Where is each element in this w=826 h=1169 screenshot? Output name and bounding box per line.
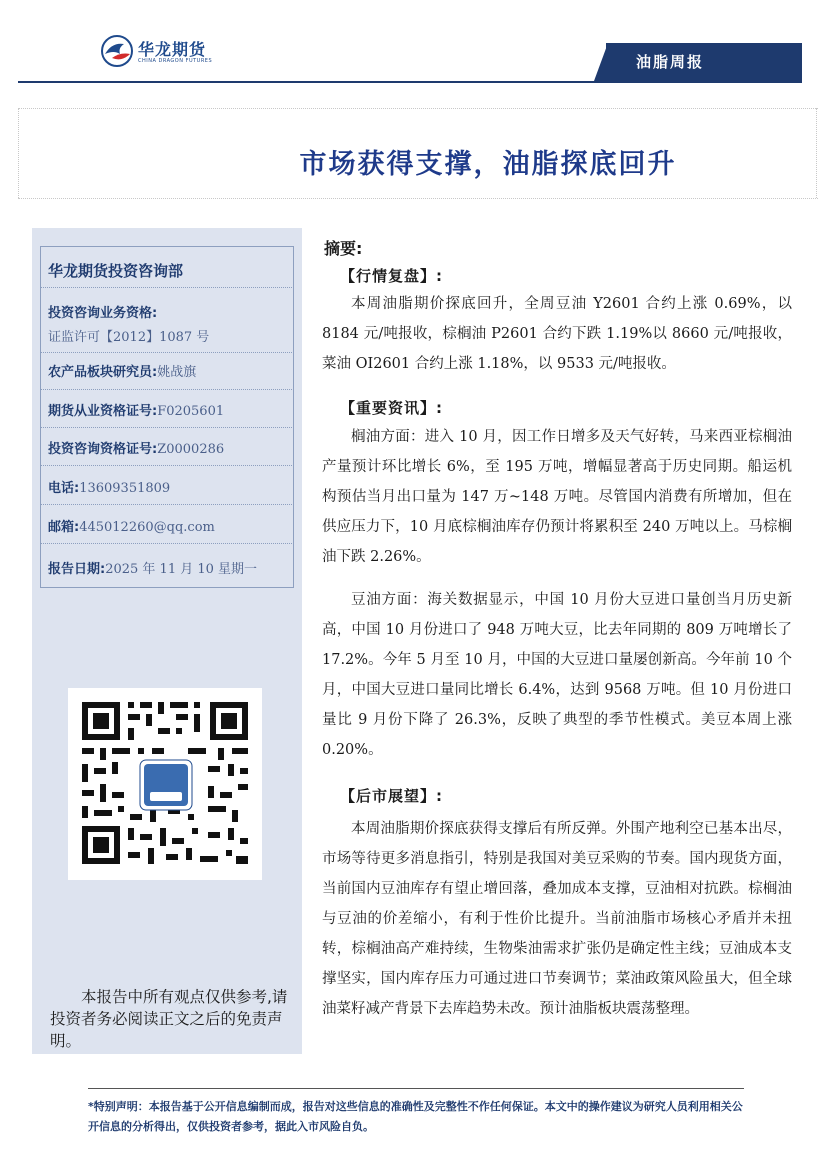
date-label: 报告日期: <box>48 562 106 577</box>
title-frame-bottom <box>18 198 818 199</box>
qualification-value: 证监许可【2012】1087 号 <box>48 330 210 345</box>
consult-cert-row <box>48 438 224 457</box>
report-category: 油脂周报 <box>636 53 705 71</box>
outlook-paragraph: 本周油脂期价探底获得支撑后有所反弹。外围产地利空已基本出尽，市场等待更多消息指引，特别是我国对美豆采购的节奏。国内现货方面，当前国内豆油库存有望止增回落，叠加成本支撑，豆油相对抗跌。棕榈油与豆油的价差缩小，有利于性价比提升。当前油脂市场核心矛盾并未扭转，棕榈油高产难持续，生物柴油需求扩张仍是确定性主线；豆油成本支撑坚实，国内库存压力可通过进口节奏调节；菜油政策风险虽大，但全球油菜籽减产背景下去库趋势未改。预计油脂板块震荡整理。 <box>322 821 792 1017</box>
researcher-value: 姚战旗 <box>157 365 197 380</box>
company-logo <box>100 34 220 74</box>
sidebar-disclaimer: 本报告中所有观点仅供参考,请投资者务必阅读正文之后的免责声明。 <box>50 988 288 1050</box>
consult-cert-value: Z0000286 <box>157 442 225 457</box>
header-rule <box>18 81 802 83</box>
phone-value: 13609351809 <box>79 481 171 496</box>
footer-rule <box>88 1088 744 1089</box>
key-news-heading: 【重要资讯】: <box>340 399 443 417</box>
futures-cert-value: F0205601 <box>157 404 225 419</box>
date-row <box>48 558 257 577</box>
dragon-logo-icon <box>100 34 134 68</box>
researcher-label: 农产品板块研究员: <box>48 365 158 380</box>
consult-cert-label: 投资咨询资格证号: <box>48 442 158 457</box>
footer-disclaimer: *特别声明：本报告基于公开信息编制而成，报告对这些信息的准确性及完整性不作任何保证。本文中的操作建议为研究人员利用相关公开信息的分析得出，仅供投资者参考，据此入市风险自负。 <box>88 1100 743 1133</box>
sidebar-divider <box>40 389 292 390</box>
outlook-heading: 【后市展望】: <box>340 787 443 805</box>
date-value: 2025 年 11 月 10 星期一 <box>105 562 258 577</box>
report-title: 市场获得支撑，油脂探底回升 <box>299 149 677 180</box>
email-label: 邮箱: <box>48 520 80 535</box>
summary-title: 摘要: <box>324 239 363 258</box>
logo-chinese-name: 华龙期货 <box>138 40 207 59</box>
sidebar-divider <box>40 427 292 428</box>
qualification-label: 投资咨询业务资格: <box>48 306 158 321</box>
market-review-paragraph: 本周油脂期价探底回升，全周豆油 Y2601 合约上涨 0.69%，以 8184 元/吨报收，棕榈油 P2601 合约下跌 1.19%以 8660 元/吨报收，菜油 OI2601 合约上涨 1.18%，以 9533 元/吨报收。 <box>322 296 792 372</box>
email-row <box>48 516 215 535</box>
sidebar-divider <box>40 543 292 544</box>
qr-code <box>68 688 262 880</box>
email-value[interactable]: 445012260@qq.com <box>79 520 215 535</box>
phone-row <box>48 477 170 496</box>
market-review-heading: 【行情复盘】: <box>340 267 443 285</box>
sidebar-divider <box>40 504 292 505</box>
futures-cert-label: 期货从业资格证号: <box>48 404 158 419</box>
title-frame-top <box>18 108 818 109</box>
researcher-row <box>48 361 196 380</box>
soybean-oil-paragraph: 豆油方面：海关数据显示，中国 10 月份大豆进口量创当月历史新高，中国 10 月份进口了 948 万吨大豆，比去年同期的 809 万吨增长了 17.2%。今年 5 月至 10 月，中国的大豆进口量屡创新高。今年前 10 个月，中国大豆进口量同比增长 6.4%，达到 9568 万吨。但 10 月份进口量比 9 月份下降了 26.3%，反映了典型的季节性模式。美豆本周上涨 0.20%。 <box>322 592 792 758</box>
sidebar-divider <box>40 287 292 288</box>
phone-label: 电话: <box>48 481 80 496</box>
palm-oil-paragraph: 榈油方面：进入 10 月，因工作日增多及天气好转，马来西亚棕榈油产量预计环比增长 6%，至 195 万吨，增幅显著高于历史同期。船运机构预估当月出口量为 147 万~148 万吨。尽管国内消费有所增加，但在供应压力下，10 月底棕榈油库存仍预计将累积至 240 万吨以上。马棕榈油下跌 2.26%。 <box>322 429 792 565</box>
sidebar-heading: 华龙期货投资咨询部 <box>48 262 184 280</box>
sidebar-divider <box>40 465 292 466</box>
sidebar-divider <box>40 352 292 353</box>
logo-english-name: CHINA DRAGON FUTURES <box>138 58 213 64</box>
qr-code-icon <box>68 688 262 880</box>
futures-cert-row <box>48 400 224 419</box>
